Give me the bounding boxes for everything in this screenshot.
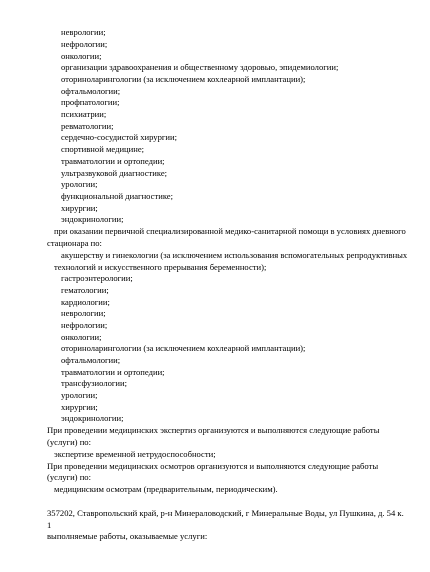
text-line: ультразвуковой диагностике; xyxy=(61,168,168,178)
text-line: (услуги) по: xyxy=(47,437,91,447)
text-line: эндокринологии; xyxy=(61,214,124,224)
text-line: сердечно-сосудистой хирургии; xyxy=(61,132,178,142)
text-line: организации здравоохранения и общественному здоровью, эпидемиологии; xyxy=(61,62,339,72)
text-line: офтальмологии; xyxy=(61,355,121,365)
text-line: технологий и искусственного прерывания беременности); xyxy=(54,262,267,272)
text-line: профпатологии; xyxy=(61,97,120,107)
text-line: медицинским осмотрам (предварительным, периодическим). xyxy=(54,484,278,494)
text-line: урологии; xyxy=(61,179,98,189)
text-line: оториноларингологии (за исключением кохлеарной имплантации); xyxy=(61,343,306,353)
text-line: акушерству и гинекологии (за исключением использования вспомогательных репродуктивных xyxy=(61,250,408,260)
text-line: трансфузиологии; xyxy=(61,378,128,388)
text-line: хирургии; xyxy=(61,203,98,213)
text-line: ревматологии; xyxy=(61,121,114,131)
text-line: при оказании первичной специализированной медико-санитарной помощи в условиях дневного xyxy=(54,226,406,236)
text-line: кардиологии; xyxy=(61,297,110,307)
text-line: онкологии; xyxy=(61,332,102,342)
text-line: оториноларингологии (за исключением кохлеарной имплантации); xyxy=(61,74,306,84)
text-line: эндокринологии; xyxy=(61,413,124,423)
text-line: неврологии; xyxy=(61,308,106,318)
text-line: экспертизе временной нетрудоспособности; xyxy=(54,449,216,459)
section-label: выполняемые работы, оказываемые услуги: xyxy=(47,531,208,541)
text-line: функциональной диагностике; xyxy=(61,191,174,201)
text-line: При проведении медицинских осмотров организуются и выполняются следующие работы xyxy=(47,461,379,471)
address-line-continued: 1 xyxy=(47,520,52,530)
text-line: гастроэнтерологии; xyxy=(61,273,133,283)
text-line: хирургии; xyxy=(61,402,98,412)
text-line: (услуги) по: xyxy=(47,472,91,482)
text-line: При проведении медицинских экспертиз организуются и выполняются следующие работы xyxy=(47,425,380,435)
text-line: травматологии и ортопедии; xyxy=(61,156,165,166)
text-line: урологии; xyxy=(61,390,98,400)
address-line: 357202, Ставропольский край, р-н Минераловодский, г Минеральные Воды, ул Пушкина, д. 54 к. xyxy=(47,508,404,518)
text-line: онкологии; xyxy=(61,51,102,61)
text-line: спортивной медицине; xyxy=(61,144,145,154)
text-line: неврологии; xyxy=(61,27,106,37)
text-line: офтальмологии; xyxy=(61,86,121,96)
text-line: нефрологии; xyxy=(61,320,108,330)
text-line: нефрологии; xyxy=(61,39,108,49)
text-line: гематологии; xyxy=(61,285,109,295)
text-line: психиатрии; xyxy=(61,109,107,119)
text-line: стационара по: xyxy=(47,238,102,248)
text-line: травматологии и ортопедии; xyxy=(61,367,165,377)
